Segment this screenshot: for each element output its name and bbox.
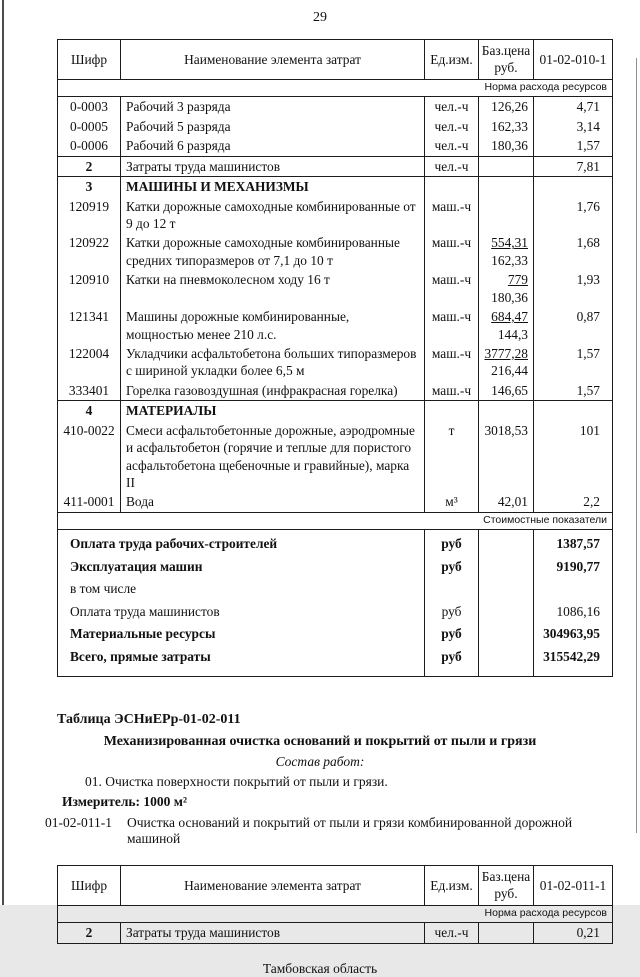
works-item: 01. Очистка поверхности покрытий от пыли и грязи. xyxy=(85,773,388,789)
table-row xyxy=(58,492,613,512)
cost-spacer xyxy=(479,623,534,645)
cell-code: 2 xyxy=(58,923,121,943)
price-numerator: 779 xyxy=(507,272,528,288)
cell-name: Укладчики асфальтобетона больших типоразмеров с шириной укладки более 6,5 м xyxy=(121,344,425,381)
cell-price: 42,01 xyxy=(479,492,534,512)
cell-price: 180,36 xyxy=(479,136,534,156)
table-row xyxy=(58,381,613,401)
price-numerator: 684,47 xyxy=(491,309,528,325)
cost-spacer xyxy=(479,530,534,555)
col-header-norm-code: 01-02-011-1 xyxy=(534,865,613,905)
cost-spacer xyxy=(479,600,534,622)
cell-name: Рабочий 3 разряда xyxy=(121,97,425,117)
cell-price: 3018,53 xyxy=(479,421,534,493)
section-row xyxy=(58,177,613,197)
cell-code: 121341 xyxy=(68,309,110,325)
price-numerator: 3777,28 xyxy=(484,345,528,361)
cost-unit: руб xyxy=(425,530,479,555)
table-row xyxy=(58,421,613,493)
cell-qty: 3,14 xyxy=(534,117,613,136)
cell-unit: чел.-ч xyxy=(425,97,479,117)
cell-qty: 2,2 xyxy=(534,492,613,512)
cell-code: 3 xyxy=(85,179,93,195)
cell-unit: м³ xyxy=(425,492,479,512)
cost-name: Оплата труда рабочих-строителей xyxy=(70,536,278,552)
cell-qty: 1,93 xyxy=(534,270,613,307)
subheader-norm xyxy=(58,905,613,923)
table-row xyxy=(58,344,613,381)
works-composition-label: Состав работ: xyxy=(275,753,365,769)
table-row xyxy=(58,136,613,156)
norm-table-01-02-010-1 xyxy=(57,39,613,677)
cell-price: 126,26 xyxy=(479,97,534,117)
table-row xyxy=(58,117,613,136)
cell-qty: 7,81 xyxy=(534,156,613,176)
table-row xyxy=(58,97,613,117)
cell-name: Вода xyxy=(121,492,425,512)
table-row xyxy=(58,156,613,176)
cost-value: 315542,29 xyxy=(534,645,613,676)
cost-value: 304963,95 xyxy=(534,623,613,645)
cell-name: МАТЕРИАЛЫ xyxy=(121,401,425,421)
cell-unit: маш.-ч xyxy=(425,270,479,307)
base-price-line2: руб. xyxy=(494,886,518,902)
cost-row xyxy=(58,623,613,645)
cell-name: Катки дорожные самоходные комбинированные средних типоразмеров от 7,1 до 10 т xyxy=(121,233,425,270)
scan-edge-left xyxy=(2,0,4,905)
table-row xyxy=(58,197,613,234)
cell-unit: чел.-ч xyxy=(425,156,479,176)
cost-spacer xyxy=(479,555,534,577)
table-row xyxy=(58,233,613,270)
cell-code: 0-0003 xyxy=(70,99,108,115)
col-header-norm-code: 01-02-010-1 xyxy=(534,40,613,80)
cell-qty: 0,21 xyxy=(534,923,613,943)
cell-code: 0-0006 xyxy=(58,136,121,156)
cell-price xyxy=(479,177,534,197)
base-price-line1: Баз.цена xyxy=(481,43,531,58)
cell-unit: маш.-ч xyxy=(425,197,479,234)
cost-name: Эксплуатация машин xyxy=(70,558,203,574)
cell-qty: 1,57 xyxy=(534,381,613,401)
cell-price: 146,65 xyxy=(479,381,534,401)
table-row xyxy=(58,307,613,344)
cost-row xyxy=(58,645,613,676)
cell-qty: 4,71 xyxy=(534,97,613,117)
cell-price xyxy=(479,401,534,421)
cell-code: 410-0022 xyxy=(63,422,115,438)
cost-unit xyxy=(425,578,479,600)
norm-table-01-02-011-1 xyxy=(57,865,613,944)
col-header-code: Шифр xyxy=(58,40,121,80)
cost-name: Оплата труда машинистов xyxy=(70,603,220,619)
subheader-cost xyxy=(58,512,613,530)
cell-price xyxy=(479,923,534,943)
table-header-row xyxy=(58,40,613,80)
cost-spacer xyxy=(479,645,534,676)
price-denominator: 162,33 xyxy=(491,252,528,268)
cell-code: 122004 xyxy=(68,345,110,361)
cost-name: в том числе xyxy=(70,581,137,597)
cell-price xyxy=(479,197,534,234)
cost-value: 9190,77 xyxy=(534,555,613,577)
cost-row xyxy=(58,600,613,622)
cost-row xyxy=(58,578,613,600)
cell-price-fraction xyxy=(479,270,534,307)
cell-price xyxy=(479,156,534,176)
price-numerator: 554,31 xyxy=(491,235,528,251)
cost-unit: руб xyxy=(425,555,479,577)
table-label: Таблица ЭСНиЕРр-01-02-011 xyxy=(57,711,241,727)
cost-unit: руб xyxy=(425,600,479,622)
cell-name: МАШИНЫ И МЕХАНИЗМЫ xyxy=(121,177,425,197)
cell-unit: маш.-ч xyxy=(425,381,479,401)
cell-price: 162,33 xyxy=(479,117,534,136)
cost-spacer xyxy=(479,578,534,600)
cell-name: Катки дорожные самоходные комбинированные от 9 до 12 т xyxy=(121,197,425,234)
cell-qty: 1,68 xyxy=(534,233,613,270)
col-header-unit: Ед.изм. xyxy=(425,40,479,80)
table-header-row xyxy=(58,865,613,905)
section-01-02-011 xyxy=(0,712,640,847)
cell-unit: чел.-ч xyxy=(425,923,479,943)
cell-price-fraction xyxy=(479,307,534,344)
norm-entry-code: 01-02-011-1 xyxy=(45,814,112,830)
cell-name: Рабочий 6 разряда xyxy=(121,136,425,156)
col-header-base-price xyxy=(479,865,534,905)
cell-unit: чел.-ч xyxy=(425,117,479,136)
measure-unit: Измеритель: 1000 м² xyxy=(62,793,188,809)
cell-qty: 1,57 xyxy=(534,136,613,156)
norm-entry-text: Очистка оснований и покрытий от пыли и грязи комбинированной дорожной машиной xyxy=(127,814,573,846)
cost-name: Материальные ресурсы xyxy=(70,626,216,642)
cost-unit: руб xyxy=(425,623,479,645)
cost-unit: руб xyxy=(425,645,479,676)
subheader-cost-label: Стоимостные показатели xyxy=(58,512,613,530)
cell-code: 120922 xyxy=(68,235,110,251)
col-header-name: Наименование элемента затрат xyxy=(121,40,425,80)
cell-unit: т xyxy=(425,421,479,493)
cell-unit: маш.-ч xyxy=(425,307,479,344)
cell-qty: 0,87 xyxy=(534,307,613,344)
cell-qty: 1,57 xyxy=(534,344,613,381)
cell-code: 2 xyxy=(58,156,121,176)
cost-row xyxy=(58,555,613,577)
cell-code: 411-0001 xyxy=(58,492,121,512)
cost-value: 1086,16 xyxy=(534,600,613,622)
base-price-line2: руб. xyxy=(494,60,518,76)
cell-code: 333401 xyxy=(58,381,121,401)
col-header-name: Наименование элемента затрат xyxy=(121,865,425,905)
cell-code: 4 xyxy=(85,403,93,419)
col-header-base-price xyxy=(479,40,534,80)
cell-qty xyxy=(534,401,613,421)
price-denominator: 144,3 xyxy=(497,326,528,342)
cell-price-fraction xyxy=(479,344,534,381)
cell-unit xyxy=(425,401,479,421)
cell-unit: маш.-ч xyxy=(425,233,479,270)
base-price-line1: Баз.цена xyxy=(481,868,531,884)
table-row xyxy=(58,923,613,943)
subheader-norm xyxy=(58,79,613,97)
cell-name: Затраты труда машинистов xyxy=(121,923,425,943)
section-title: Механизированная очистка оснований и покрытий от пыли и грязи xyxy=(103,733,537,749)
subheader-norm-label: Норма расхода ресурсов xyxy=(58,79,613,97)
cell-unit: чел.-ч xyxy=(425,136,479,156)
cell-qty: 1,76 xyxy=(534,197,613,234)
cell-unit xyxy=(425,177,479,197)
region-footer: Тамбовская область xyxy=(262,960,378,976)
cell-name: Рабочий 5 разряда xyxy=(121,117,425,136)
cell-qty xyxy=(534,177,613,197)
norm-entry xyxy=(45,815,640,847)
cell-unit: маш.-ч xyxy=(425,344,479,381)
table-row xyxy=(58,270,613,307)
cell-price-fraction xyxy=(479,233,534,270)
cell-name: Затраты труда машинистов xyxy=(121,156,425,176)
cell-code: 120910 xyxy=(68,272,110,288)
cell-code: 120919 xyxy=(68,198,110,214)
col-header-code: Шифр xyxy=(58,865,121,905)
cell-qty: 101 xyxy=(534,421,613,493)
cost-value: 1387,57 xyxy=(534,530,613,555)
cell-name: Смеси асфальтобетонные дорожные, аэродромные и асфальтобетон (горячие и теплые для пористого асфальтобетона щебеночные и гравийные), марка II xyxy=(121,421,425,493)
cell-name: Катки на пневмоколесном ходу 16 т xyxy=(121,270,425,307)
section-row xyxy=(58,401,613,421)
cost-name: Всего, прямые затраты xyxy=(70,648,211,664)
scan-edge-right xyxy=(636,58,637,833)
col-header-unit: Ед.изм. xyxy=(425,865,479,905)
cost-value xyxy=(534,578,613,600)
cell-name: Горелка газовоздушная (инфракрасная горелка) xyxy=(121,381,425,401)
cost-row xyxy=(58,530,613,555)
page-number: 29 xyxy=(313,10,327,25)
price-denominator: 216,44 xyxy=(491,363,528,379)
cell-name: Машины дорожные комбинированные, мощностью менее 210 л.с. xyxy=(121,307,425,344)
cell-code: 0-0005 xyxy=(70,118,108,134)
subheader-norm-label: Норма расхода ресурсов xyxy=(58,905,613,923)
price-denominator: 180,36 xyxy=(491,289,528,305)
